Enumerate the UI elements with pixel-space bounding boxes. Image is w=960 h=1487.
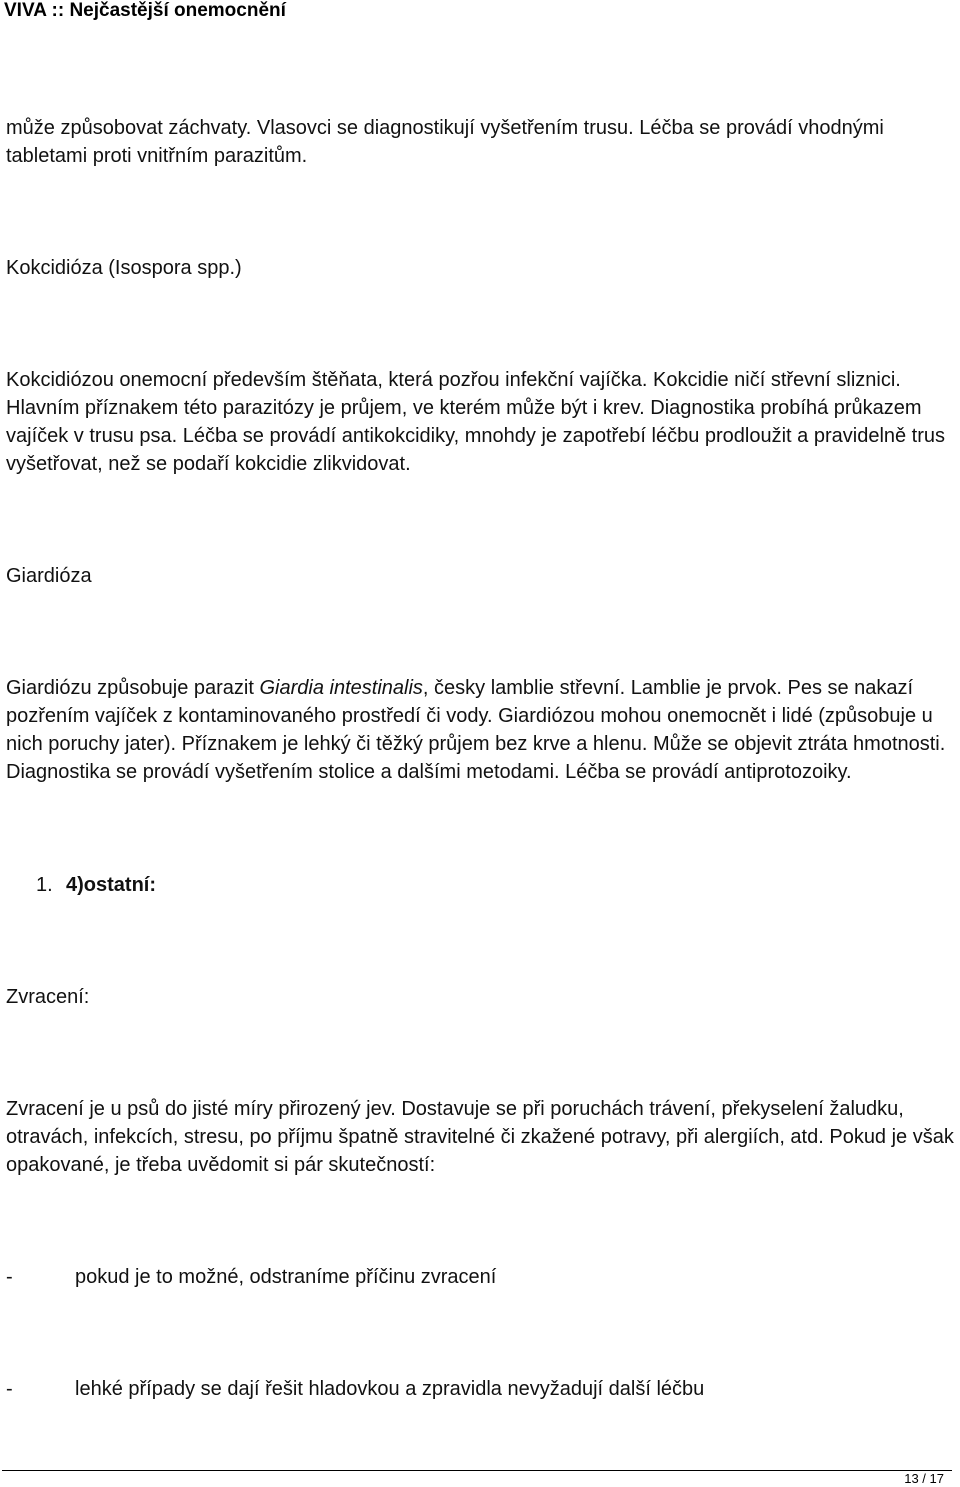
bullet-item-text: pokud je to možné, odstraníme příčinu zvracení	[75, 1266, 497, 1288]
page-number: 13 / 17	[904, 1471, 944, 1486]
giardioza-text-rest: , česky lamblie střevní. Lamblie je prvok. Pes se nakazí pozřením vajíček z kontaminovaného prostředí či vody. Giardiózou mohou onemocnět i lidé (způsobuje u nich poruchy jater). Příznakem je lehký či těžký průjem bez krve a hlenu. Může se objevit ztráta hmotnosti. Diagnostika se provádí vyšetřením stolice a dalšími metodami. Léčba se provádí antiprotozoiky.	[6, 677, 946, 783]
bullet-marker: -	[6, 1378, 13, 1400]
bullet-marker: -	[6, 1266, 13, 1288]
list-number: 1.	[36, 874, 53, 896]
paragraph-vlasovci: může způsobovat záchvaty. Vlasovci se diagnostikují vyšetřením trusu. Léčba se provádí vhodnými tabletami proti vnitřním parazitům.	[6, 117, 884, 167]
paragraph-zvraceni: Zvracení je u psů do jisté míry přirozený jev. Dostavuje se při poruchách trávení, překyselení žaludku, otravách, infekcích, stresu, po příjmu špatně stravitelné či zkažené potravy, při alergiích, atd. Pokud je však opakované, je třeba uvědomit si pár skutečností:	[6, 1098, 954, 1176]
list-label: 4)ostatní:	[66, 874, 156, 896]
giardia-species-name: Giardia intestinalis	[259, 677, 423, 699]
paragraph-giardioza	[6, 674, 956, 786]
heading-giardioza: Giardióza	[6, 565, 92, 587]
document-title: VIVA :: Nejčastější onemocnění	[4, 0, 286, 21]
paragraph-kokcidioza: Kokcidiózou onemocní především štěňata, která pozřou infekční vajíčka. Kokcidie ničí střevní sliznici. Hlavním příznakem této parazitózy je průjem, ve kterém může být i krev. Diagnostika probíhá průkazem vajíček v trusu psa. Léčba se provádí antikokcidiky, mnohdy je zapotřebí léčbu prodloužit a pravidelně trus vyšetřovat, než se podaří kokcidie zlikvidovat.	[6, 369, 946, 475]
giardioza-text-start: Giardiózu způsobuje parazit	[6, 677, 260, 699]
list-item-ostatni	[36, 871, 156, 899]
heading-zvraceni: Zvracení:	[6, 986, 90, 1008]
heading-kokcidioza: Kokcidióza (Isospora spp.)	[6, 257, 242, 279]
footer-divider	[2, 1470, 952, 1471]
bullet-item-text: lehké případy se dají řešit hladovkou a zpravidla nevyžadují další léčbu	[75, 1378, 705, 1400]
